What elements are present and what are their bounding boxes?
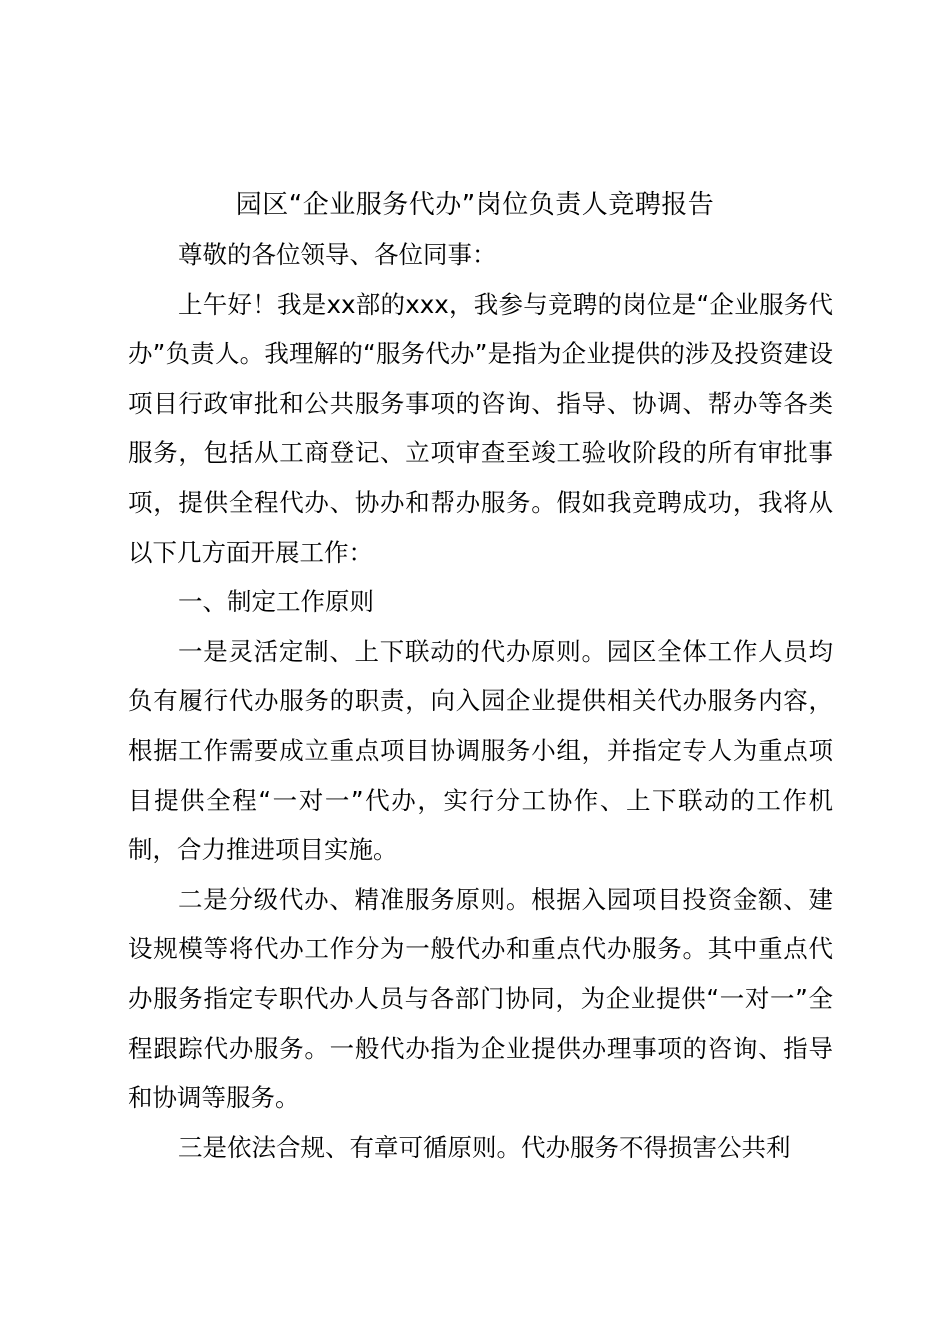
- principle-two-paragraph: 二是分级代办、精准服务原则。根据入园项目投资金额、建设规模等将代办工作分为一般代办和重点代办服务。其中重点代办服务指定专职代办人员与各部门协同，为企业提供“一对一”全程跟踪代办服务。一般代办指为企业提供办理事项的咨询、指导和协调等服务。: [128, 884, 833, 1113]
- section-heading: 一、制定工作原则: [178, 587, 374, 617]
- document-title: 园区“企业服务代办”岗位负责人竞聘报告: [235, 190, 715, 220]
- document-body: [128, 230, 833, 1172]
- intro-paragraph: 上午好！我是xx部的xxx，我参与竞聘的岗位是“企业服务代办”负责人。我理解的“服务代办”是指为企业提供的涉及投资建设项目行政审批和公共服务事项的咨询、指导、协调、帮办等各类服务，包括从工商登记、立项审查至竣工验收阶段的所有审批事项，提供全程代办、协办和帮办服务。假如我竞聘成功，我将从以下几方面开展工作：: [128, 289, 833, 567]
- principle-three-paragraph: 三是依法合规、有章可循原则。代办服务不得损害公共利: [178, 1132, 791, 1162]
- principle-one-paragraph: 一是灵活定制、上下联动的代办原则。园区全体工作人员均负有履行代办服务的职责，向入园企业提供相关代办服务内容，根据工作需要成立重点项目协调服务小组，并指定专人为重点项目提供全程“一对一”代办，实行分工协作、上下联动的工作机制，合力推进项目实施。: [128, 636, 833, 865]
- salutation-paragraph: 尊敬的各位领导、各位同事：: [178, 240, 497, 269]
